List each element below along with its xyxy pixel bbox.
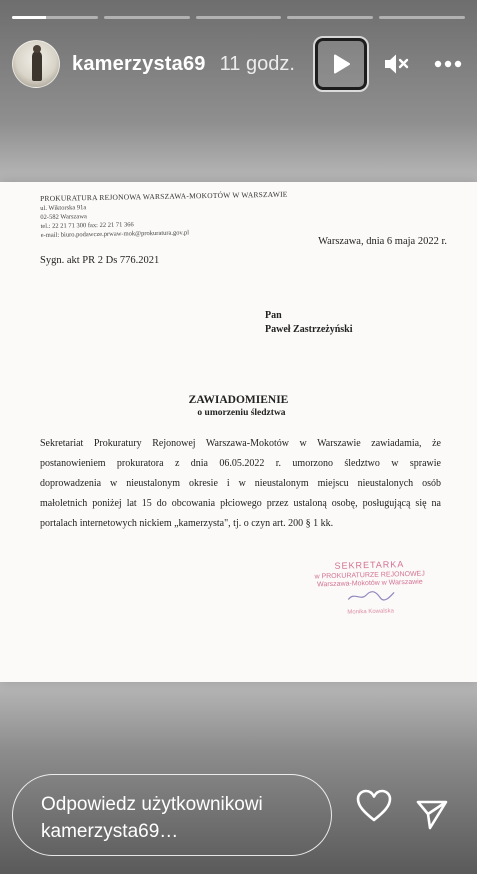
- doc-date: Warszawa, dnia 6 maja 2022 r.: [318, 236, 447, 247]
- avatar[interactable]: [12, 40, 60, 88]
- doc-body-line: postanowieniem prokuratora z dnia 06.05.2022 r. umorzono śledztwo w sprawie: [40, 458, 441, 469]
- doc-recipient: [265, 309, 353, 337]
- speaker-muted-icon: [382, 50, 410, 78]
- doc-body-line: Sekretariat Prokuratury Rejonowej Warszawa-Mokotów w Warszawie zawiadamia, że: [40, 438, 441, 449]
- stamp-line: SEKRETARKA: [334, 559, 405, 571]
- reply-placeholder: kamerzysta69…: [41, 821, 179, 842]
- doc-stamp: [299, 558, 440, 617]
- reply-input[interactable]: [12, 774, 332, 856]
- timestamp: 11 godz.: [219, 52, 295, 75]
- doc-recipient-name: Paweł Zastrzeżyński: [265, 324, 353, 335]
- send-button[interactable]: [412, 794, 452, 834]
- progress-fill: [12, 16, 46, 19]
- story-progress: [12, 16, 465, 19]
- mute-button[interactable]: [381, 49, 411, 79]
- username[interactable]: kamerzysta69: [72, 52, 206, 75]
- doc-body: [40, 434, 441, 534]
- send-icon: [415, 797, 449, 831]
- progress-segment: [287, 16, 373, 19]
- more-button[interactable]: [433, 49, 463, 79]
- doc-address-line: 02-582 Warszawa: [40, 213, 87, 221]
- doc-body-line: portalach internetowych nickiem „kamerzysta", tj. o czyn art. 200 § 1 kk.: [40, 518, 334, 529]
- play-icon: [329, 52, 353, 76]
- heart-icon: [356, 789, 392, 823]
- header-actions: [315, 38, 463, 90]
- doc-letterhead: [40, 190, 288, 239]
- story-document-image: [0, 182, 477, 682]
- avatar-figure: [32, 51, 42, 81]
- stamp-line: Monika Kowalska: [347, 608, 395, 616]
- stamp-line: Warszawa-Mokotów w Warszawie: [316, 578, 423, 589]
- doc-address-line: ul. Wiktorska 91a: [40, 204, 87, 212]
- progress-segment: [104, 16, 190, 19]
- like-button[interactable]: [354, 786, 394, 826]
- play-button[interactable]: [315, 38, 367, 90]
- more-horizontal-icon: [434, 60, 462, 68]
- doc-body-line: doprowadzenia w nieustalonym okresie i w nieustalonym miejscu nieustalonych osób: [40, 478, 441, 489]
- progress-segment: [12, 16, 98, 19]
- doc-address-line: tel.: 22 21 71 300 fax: 22 21 71 366: [40, 221, 134, 230]
- stamp-line: w PROKURATURZE REJONOWEJ: [314, 570, 425, 581]
- doc-address-line: e-mail: biuro.podawcze.prwaw-mok@prokuratura.gov.pl: [40, 229, 190, 239]
- doc-org: PROKURATURA REJONOWA WARSZAWA-MOKOTÓW W WARSZAWIE: [40, 189, 288, 203]
- doc-body-line: małoletnich poniżej lat 15 do obcowania płciowego przez ustaloną osobę, posługującą się na: [40, 498, 441, 509]
- doc-recipient-title: Pan: [265, 310, 282, 321]
- signature-scribble: [340, 588, 400, 604]
- story-header: [12, 38, 463, 90]
- reply-placeholder: Odpowiedz użytkownikowi: [41, 794, 263, 815]
- progress-segment: [196, 16, 282, 19]
- doc-case-number: Sygn. akt PR 2 Ds 776.2021: [40, 255, 160, 266]
- progress-segment: [379, 16, 465, 19]
- doc-title: ZAWIADOMIENIE: [188, 394, 289, 406]
- doc-subtitle: o umorzeniu śledztwa: [197, 408, 286, 418]
